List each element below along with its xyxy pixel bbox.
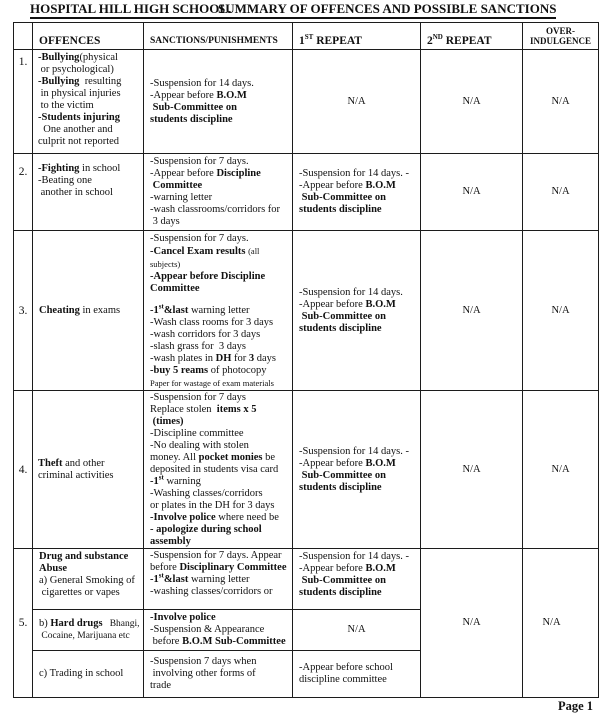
row-5b-first-repeat: N/A (293, 610, 421, 651)
row-3-number: 3. (14, 231, 33, 391)
row-4-offences: Theft and other criminal activities (33, 391, 144, 549)
row-3-overindulgence: N/A (523, 231, 599, 391)
row-4-sanctions: -Suspension for 7 days Replace stolen items x 5 (times) -Discipline committee -No dealing with stolen money. All pocket monies be deposited in students visa card -1st warning -Washing classes/corridors or plates in the DH for 3 days -Involve police where need be - apologize during school assembly (144, 391, 293, 549)
row-2-second-repeat: N/A (421, 154, 523, 231)
row-5c-sanctions: -Suspension 7 days when involving other forms of trade (144, 651, 293, 698)
row-5-overindulgence: N/A (523, 549, 599, 698)
row-4-first-repeat: -Suspension for 14 days. - -Appear before B.O.M Sub-Committee on students discipline (293, 391, 421, 549)
row-5-second-repeat: N/A (421, 549, 523, 698)
row-3-first-repeat: -Suspension for 14 days. -Appear before B.O.M Sub-Committee on students discipline (293, 231, 421, 391)
row-1 (14, 50, 599, 154)
row-4-overindulgence: N/A (523, 391, 599, 549)
row-2-overindulgence: N/A (523, 154, 599, 231)
row-5a-sanctions: -Suspension for 7 days. Appear before Disciplinary Committee -1st&last warning letter -washing classes/corridors or (144, 549, 293, 610)
table-header-row (14, 23, 599, 50)
row-5a-first-repeat: -Suspension for 14 days. - -Appear before B.O.M Sub-Committee on students discipline (293, 549, 421, 610)
row-5-number: 5. (14, 549, 33, 698)
header-sanctions: SANCTIONS/PUNISHMENTS (144, 23, 293, 50)
row-2 (14, 154, 599, 231)
page-number: Page 1 (557, 699, 593, 713)
offences-sanctions-table (13, 22, 599, 698)
row-3-second-repeat: N/A (421, 231, 523, 391)
row-5b-sanctions: -Involve police -Suspension & Appearance before B.O.M Sub-Committee (144, 610, 293, 651)
header-overindulgence: OVER- INDULGENCE (523, 23, 599, 50)
row-2-sanctions: -Suspension for 7 days. -Appear before Discipline Committee -warning letter -wash classrooms/corridors for 3 days (144, 154, 293, 231)
row-2-offences: -Fighting in school -Beating one another in school (33, 154, 144, 231)
row-1-overindulgence: N/A (523, 50, 599, 154)
row-1-first-repeat: N/A (293, 50, 421, 154)
row-5c-first-repeat: -Appear before school discipline committee (293, 651, 421, 698)
row-5c-offences: c) Trading in school (33, 651, 144, 698)
row-1-number: 1. (14, 50, 33, 154)
row-1-second-repeat: N/A (421, 50, 523, 154)
header-number-cell (14, 23, 33, 50)
school-title: HOSPITAL HILL HIGH SCHOOL. (30, 1, 231, 19)
row-2-number: 2. (14, 154, 33, 231)
row-4-second-repeat: N/A (421, 391, 523, 549)
document-title: SUMMARY OF OFFENCES AND POSSIBLE SANCTIONS (218, 1, 556, 19)
row-5a-offences: Drug and substance Abuse a) General Smoking of cigarettes or vapes (33, 549, 144, 610)
header-first-repeat: 1ST REPEAT (293, 23, 421, 50)
header-second-repeat: 2ND REPEAT (421, 23, 523, 50)
row-4 (14, 391, 599, 549)
row-3-offences: Cheating in exams (33, 231, 144, 391)
row-1-sanctions: -Suspension for 14 days. -Appear before B.O.M Sub-Committee on students discipline (144, 50, 293, 154)
row-5b-offences: b) Hard drugs Bhangi, Cocaine, Marijuana etc (33, 610, 144, 651)
row-3 (14, 231, 599, 391)
row-2-first-repeat: -Suspension for 14 days. - -Appear before B.O.M Sub-Committee on students discipline (293, 154, 421, 231)
row-5-sub-a (14, 549, 599, 610)
header-offences: OFFENCES (33, 23, 144, 50)
row-3-sanctions: -Suspension for 7 days. -Cancel Exam results (all subjects) -Appear before Discipline Committee -1st&last warning letter -Wash class rooms for 3 days -wash corridors for 3 days -slash grass for 3 days -wash plates in DH for 3 days -buy 5 reams of photocopy Paper for wastage of exam materials (144, 231, 293, 391)
row-4-number: 4. (14, 391, 33, 549)
row-1-offences: -Bullying(physical or psychological) -Bullying resulting in physical injuries to the victim -Students injuring One another and culprit not reported (33, 50, 144, 154)
